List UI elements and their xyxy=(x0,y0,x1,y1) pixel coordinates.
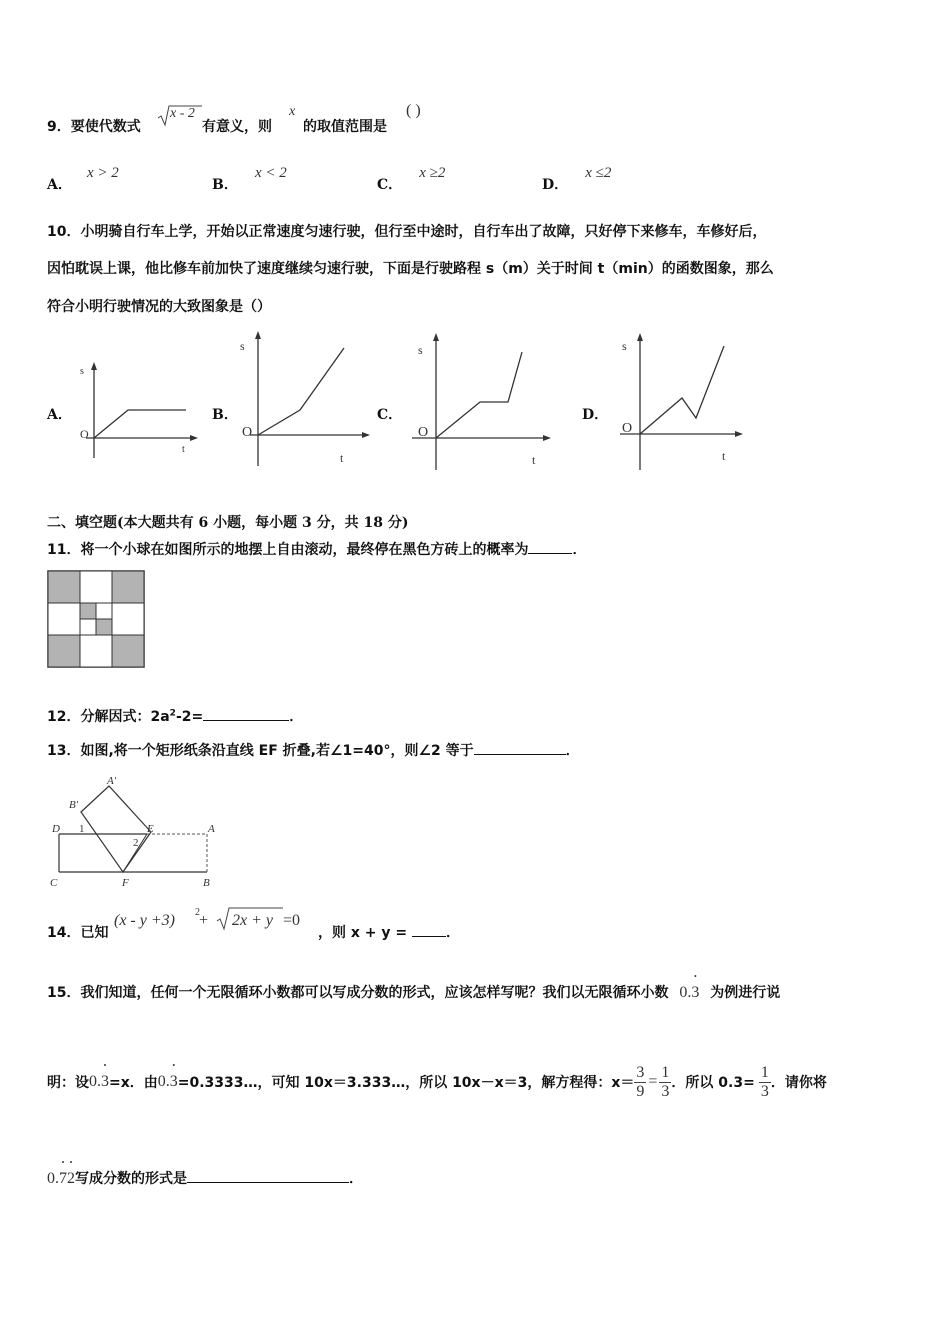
numerator: 1 xyxy=(661,1063,670,1081)
label-angle-2: 2 xyxy=(133,837,139,849)
q14-number: 14．已知 xyxy=(47,925,109,941)
q11-text: 11．将一个小球在如图所示的地摆上自由滚动，最终停在黑色方砖上的概率为 xyxy=(47,542,529,558)
q14-end: ． xyxy=(446,925,460,941)
q10-line2: 因怕耽误上课，他比修车前加快了速度继续匀速行驶，下面是行驶路程 s（m）关于时间 t（min）的函数图象，那么 xyxy=(47,261,774,277)
axis-s: s xyxy=(418,343,423,357)
q15-recurring-number-072 xyxy=(47,1170,75,1187)
q15-recurring-number xyxy=(679,984,699,1001)
q12-text-after: -2= xyxy=(175,709,204,725)
axis-t: t xyxy=(182,444,185,455)
q10-graph-d[interactable] xyxy=(610,330,750,475)
q9-number: 9． xyxy=(47,119,71,135)
q15-line1-text: 15．我们知道，任何一个无限循环小数都可以写成分数的形式，应该怎样写呢？我们以无限循环小数 xyxy=(47,985,669,1001)
digits: 0. xyxy=(679,984,692,1001)
q13-answer-blank[interactable] xyxy=(474,740,566,755)
q14-expr-left: (x - y +3) xyxy=(114,912,175,929)
q10-graph-b[interactable] xyxy=(236,330,376,470)
section-2-title: 二、填空题(本大题共有 6 小题，每小题 3 分，共 18 分) xyxy=(47,515,409,531)
axis-o: O xyxy=(242,425,253,440)
recurring-digit: • 3 xyxy=(101,1073,109,1091)
q10-graph-b-label[interactable]: B． xyxy=(212,407,238,423)
fraction-1-3 xyxy=(759,1064,771,1101)
q12-end: ． xyxy=(289,709,304,725)
axis-t: t xyxy=(722,449,726,463)
q10-graph-a-label[interactable]: A． xyxy=(47,407,72,423)
axis-s: s xyxy=(240,339,245,353)
recurring-digit: • 3 xyxy=(170,1073,178,1091)
q10-line3: 符合小明行驶情况的大致图象是（） xyxy=(47,299,271,315)
q14-text-after: ，则 x + y = xyxy=(318,925,412,941)
q15-l3-text: 写成分数的形式是 xyxy=(75,1171,187,1187)
axis-o: O xyxy=(622,421,633,436)
q14-tail xyxy=(318,922,460,942)
label-d: D xyxy=(52,823,60,835)
fraction-3-9 xyxy=(634,1064,646,1101)
label-c: C xyxy=(50,877,58,889)
digits: 0. xyxy=(89,1073,101,1090)
numerator: 1 xyxy=(760,1063,769,1081)
q11-question xyxy=(47,539,586,559)
q9-question xyxy=(47,116,141,136)
option-expr: x < 2 xyxy=(254,165,287,181)
q15-line1-end: 为例进行说 xyxy=(710,985,781,1001)
q12-sup: 2 xyxy=(169,708,176,719)
q9-option-d[interactable] xyxy=(542,162,612,193)
q10-line1: 10．小明骑自行车上学，开始以正常速度匀速行驶，但行至中途时，自行车出了故障，只好停下来修车，车修好后， xyxy=(47,224,767,240)
digits: 0. xyxy=(157,1073,170,1090)
denominator: 9 xyxy=(636,1082,645,1100)
option-expr: x ≥2 xyxy=(419,165,446,181)
q9-radicand: x - 2 xyxy=(170,106,195,121)
q12-question xyxy=(47,706,303,726)
q13-fold-figure xyxy=(47,772,227,892)
q15-line2 xyxy=(47,1060,827,1104)
label-e: E xyxy=(147,823,154,835)
option-label: D． xyxy=(542,177,569,193)
q14-answer-blank[interactable] xyxy=(412,922,446,937)
q15-l2-e: ．请你将 xyxy=(770,1075,827,1091)
q9-text-before: 要使代数式 xyxy=(70,119,141,135)
denominator: 3 xyxy=(661,1082,670,1100)
label-b-prime: B′ xyxy=(69,799,79,811)
q9-option-b[interactable] xyxy=(212,162,287,193)
q15-l2-d: ．所以 0.3= xyxy=(671,1075,755,1091)
q11-end: ． xyxy=(572,542,587,558)
recurring-digit: • 3 xyxy=(691,984,699,1002)
axis-t: t xyxy=(340,451,344,465)
q10-graph-a[interactable] xyxy=(76,360,206,460)
option-expr: x ≤2 xyxy=(585,165,612,181)
digits: 0. xyxy=(47,1170,59,1187)
equals-sign: = xyxy=(648,1073,658,1090)
option-label: B． xyxy=(212,177,238,193)
label-b: B xyxy=(203,877,210,889)
q15-l3-end: ． xyxy=(349,1171,363,1187)
q15-recurring-number xyxy=(89,1073,109,1091)
axis-o: O xyxy=(80,427,89,441)
axis-s: s xyxy=(622,339,627,353)
label-a: A xyxy=(208,823,215,835)
q12-text-before: 12．分解因式：2a xyxy=(47,709,170,725)
q11-answer-blank[interactable] xyxy=(528,539,572,554)
q13-question xyxy=(47,740,580,760)
label-f: F xyxy=(122,877,129,889)
q15-answer-blank[interactable] xyxy=(187,1168,349,1183)
recurring-digit: • 2 xyxy=(67,1170,75,1188)
q9-paren: ( ) xyxy=(406,102,421,119)
axis-s: s xyxy=(80,366,84,377)
q9-var: x xyxy=(289,104,296,119)
q15-l2-c: =0.3333…，可知 10x＝3.333…，所以 10x－x＝3，解方程得：x＝ xyxy=(177,1075,635,1091)
recurring-digit: • 7 xyxy=(59,1170,67,1188)
q10-graph-d-label[interactable]: D． xyxy=(582,407,609,423)
label-angle-1: 1 xyxy=(79,823,85,835)
option-label: C． xyxy=(377,177,403,193)
axis-t: t xyxy=(532,453,536,467)
q15-line3 xyxy=(47,1168,363,1188)
q14-radicand: 2x + y xyxy=(232,912,273,929)
option-expr: x > 2 xyxy=(86,165,119,181)
q11-tile-figure xyxy=(47,570,147,670)
q10-graph-c[interactable] xyxy=(412,330,557,470)
numerator: 3 xyxy=(636,1063,645,1081)
q15-recurring-number xyxy=(158,1073,178,1091)
q9-text-mid: 有意义，则 xyxy=(202,119,272,135)
q13-text: 13．如图,将一个矩形纸条沿直线 EF 折叠,若∠1=40°，则∠2 等于 xyxy=(47,743,474,759)
q9-option-c[interactable] xyxy=(377,162,446,193)
denominator: 3 xyxy=(760,1082,769,1100)
q15-l2-a: 明：设 xyxy=(47,1075,89,1091)
q9-radical xyxy=(157,104,203,132)
q9-text-after: 的取值范围是 xyxy=(303,119,387,135)
q14-eq: =0 xyxy=(283,912,301,929)
q15-l2-b: =x．由 xyxy=(109,1075,158,1091)
label-a-prime: A′ xyxy=(107,775,117,787)
q14-plus: + xyxy=(199,912,209,929)
q12-answer-blank[interactable] xyxy=(203,706,289,721)
q10-graph-c-label[interactable]: C． xyxy=(377,407,403,423)
q14-sup: 2 xyxy=(195,907,200,918)
q15-line1 xyxy=(47,982,780,1002)
fraction-1-3 xyxy=(659,1064,671,1101)
option-label: A． xyxy=(47,177,72,193)
q13-end: ． xyxy=(565,743,580,759)
axis-o: O xyxy=(418,425,429,440)
q9-option-a[interactable] xyxy=(47,162,119,193)
